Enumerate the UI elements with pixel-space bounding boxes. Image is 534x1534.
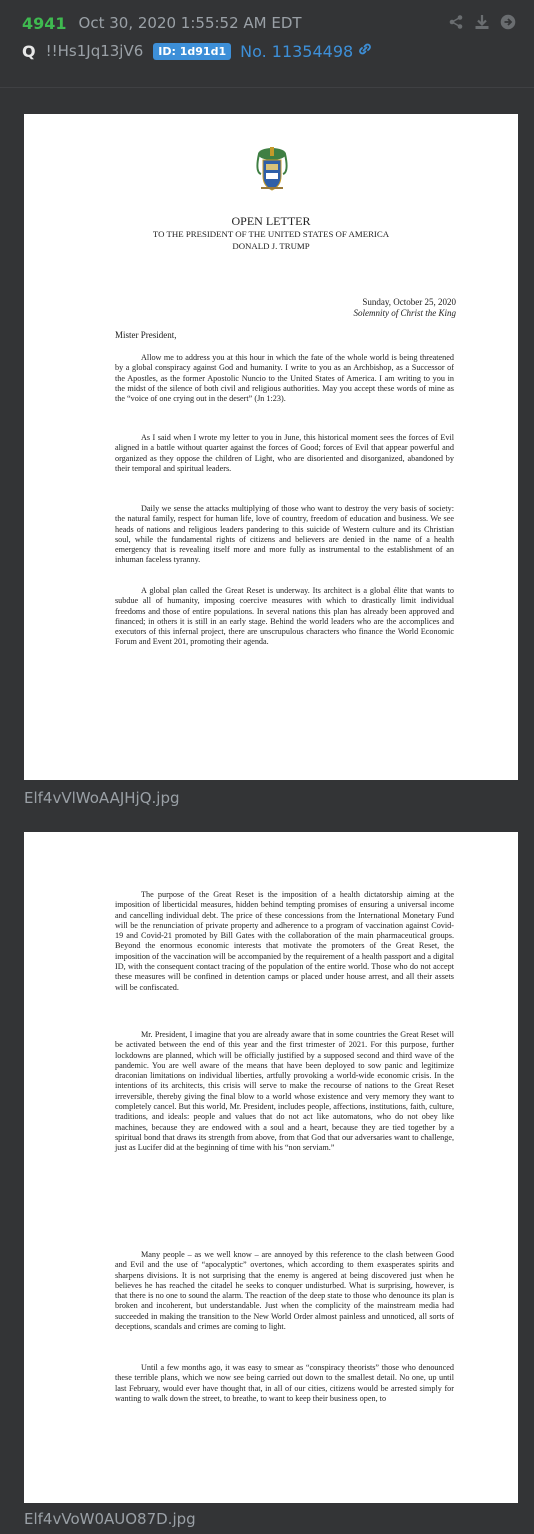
letter-paragraph: Mr. President, I imagine that you are already aware that in some countries the Great Reset will be activated between the end of this year and the first trimester of 2021. For this purpose, further lockdowns are planned, which will be officially justified by a supposed second and third wave of the pandemic. You are well aware of the means that have been deployed to sow panic and legitimize draconian limitations on individual liberties, artfully provoking a world-wide economic crisis. In the intentions of its architects, this crisis will serve to make the recourse of nations to the Great Reset irreversible, thereby giving the final blow to a world whose existence and very memory they want to completely cancel. But this world, Mr. President, includes people, affections, institutions, faith, culture, traditions, and ideals: people and values that do not act like automatons, who do not obey like machines, because they are endowed with a soul and a heart, because they are tied together by a spiritual bond that draws its strength from above, from that God that our adversaries want to challenge, just as Lucifer did at the beginning of time with his “non serviam.” — [115, 1030, 454, 1153]
letter-dateline — [354, 297, 457, 319]
letter-recipient-line: TO THE PRESIDENT OF THE UNITED STATES OF AMERICA — [152, 229, 390, 239]
attachment-filename[interactable]: Elf4vVoW0AUO87D.jpg — [24, 1510, 196, 1528]
letter-paragraph: Until a few months ago, it was easy to smear as “conspiracy theorists” those who denounced these terrible plans, which we now see being carried out down to the smallest detail. No one, up until last February, would ever have thought that, in all of our cities, citizens would be arrested simply for wanting to walk down the street, to breathe, to want to keep their business open, to — [115, 1363, 454, 1403]
letter-paragraph: As I said when I wrote my letter to you in June, this historical moment sees the forces of Evil aligned in a battle without quarter against the forces of Good; forces of Evil that appear powerful and organized as they oppose the children of Light, who are disoriented and disorganized, abandoned by their temporal and spiritual leaders. — [115, 433, 454, 473]
letter-salutation: Mister President, — [115, 330, 177, 340]
tripcode: !!Hs1Jq13jV6 — [45, 42, 144, 60]
arrow-right-circle-icon[interactable] — [500, 14, 516, 30]
letter-paragraph: A global plan called the Great Reset is underway. Its architect is a global élite that wants to subdue all of humanity, imposing coercive measures with which to drastically limit individual freedoms and those of entire populations. In several nations this plan has already been approved and financed; in others it is still in an early stage. Behind the world leaders who are the accomplices and executors of this infernal project, there are unscrupulous characters who finance the World Economic Forum and Event 201, promoting their agenda. — [115, 586, 454, 647]
link-chain-icon[interactable] — [357, 41, 373, 61]
post-link[interactable]: No. 11354498 — [240, 41, 354, 61]
letter-recipient-name: DONALD J. TRUMP — [232, 241, 310, 251]
attachment-image-1[interactable] — [24, 114, 518, 780]
letter-paragraph: Allow me to address you at this hour in which the fate of the whole world is being threatened by a global conspiracy against God and humanity. I write to you as an Archbishop, as a Successor of the Apostles, as the former Apostolic Nuncio to the United States of America. I am writing to you in the midst of the silence of both civil and religious authorities. May you accept these words of mine as the “voice of one crying out in the desert” (Jn 1:23). — [115, 353, 454, 404]
post-datetime: Oct 30, 2020 1:55:52 AM EDT — [78, 14, 302, 32]
post-actions — [448, 14, 516, 30]
download-icon[interactable] — [474, 14, 490, 30]
author-name: Q — [22, 41, 36, 61]
attachment-filename[interactable]: Elf4vVlWoAAJHjQ.jpg — [24, 789, 180, 807]
letter-paragraph: The purpose of the Great Reset is the imposition of a health dictatorship aiming at the imposition of liberticidal measures, hidden behind tempting promises of ensuring a universal income and cancelling individual debt. The price of these concessions from the International Monetary Fund will be the renunciation of private property and adherence to a program of vaccination against Covid-19 and Covid-21 promoted by Bill Gates with the collaboration of the main pharmaceutical groups. Beyond the enormous economic interests that motivate the promoters of the Great Reset, the imposition of the vaccination will be accompanied by the requirement of a health passport and a digital ID, with the consequent contact tracing of the population of the entire world. Those who do not accept these measures will be confined in detention camps or placed under house arrest, and all their assets will be confiscated. — [115, 890, 454, 992]
letter-date: Sunday, October 25, 2020 — [362, 297, 456, 307]
letter-paragraph: Daily we sense the attacks multiplying of those who want to destroy the very basis of society: the natural family, respect for human life, love of country, freedom of education and business. We see heads of nations and religious leaders pandering to this suicide of Western culture and its Christian soul, while the fundamental rights of citizens and believers are denied in the name of a health emergency that is revealing itself more and more fully as instrumental to the establishment of an inhuman faceless tyranny. — [115, 504, 454, 565]
id-badge[interactable]: ID: 1d91d1 — [153, 43, 231, 60]
share-icon[interactable] — [448, 14, 464, 30]
letter-feast: Solemnity of Christ the King — [353, 308, 456, 318]
attachment-image-2[interactable] — [24, 832, 518, 1503]
post-number[interactable]: 4941 — [22, 13, 67, 33]
letter-paragraph: Many people – as we well know – are annoyed by this reference to the clash between Good and Evil and the use of “apocalyptic” overtones, which according to them exasperates spirits and sharpens divisions. It is not surprising that the enemy is angered at being discovered just when he believes he has reached the citadel he seeks to conquer undisturbed. What is surprising, however, is that there is no one to sound the alarm. The reaction of the deep state to those who denounce its plan is broken and incoherent, but understandable. Just when the complicity of the mainstream media had succeeded in making the transition to the New World Order almost painless and unnoticed, all sorts of deceptions, scandals and crimes are coming to light. — [115, 1250, 454, 1332]
header-divider — [0, 87, 534, 88]
post-author-row — [22, 41, 373, 61]
post-meta-row — [22, 13, 302, 33]
coat-of-arms-icon — [253, 144, 291, 198]
post-header — [0, 0, 534, 87]
letter-title: OPEN LETTER — [231, 214, 311, 228]
